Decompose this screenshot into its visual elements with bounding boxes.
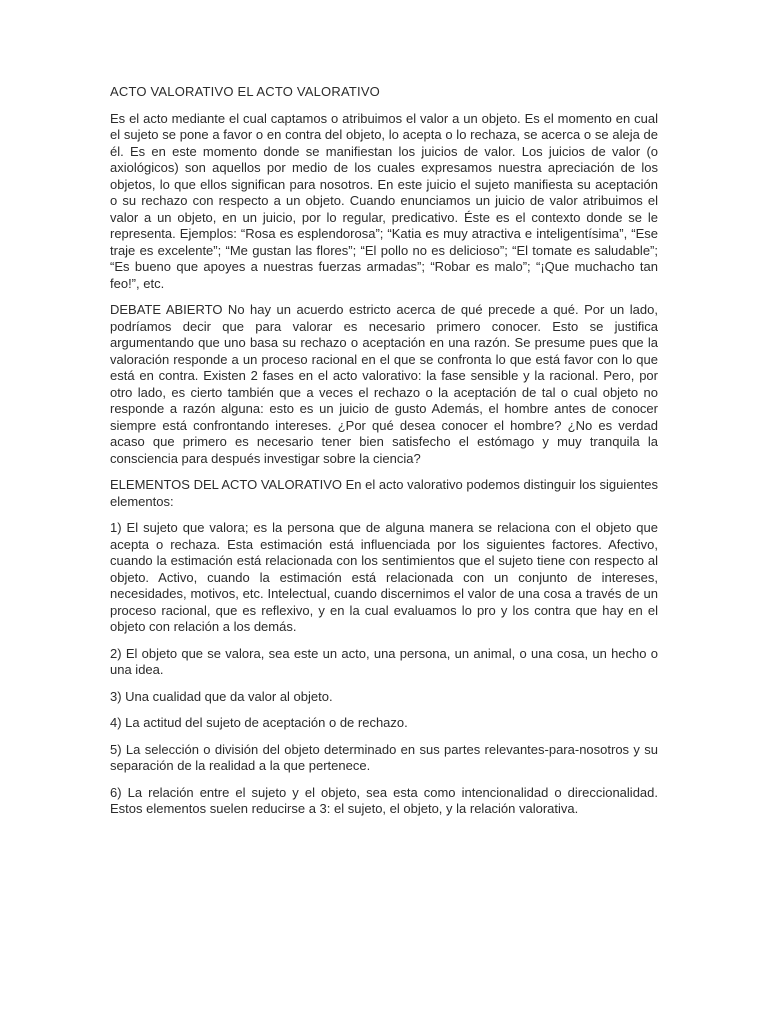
paragraph-elements-intro: ELEMENTOS DEL ACTO VALORATIVO En el acto valorativo podemos distinguir los siguientes elementos: xyxy=(110,477,658,509)
paragraph-element-2: 2) El objeto que se valora, sea este un acto, una persona, un animal, o una cosa, un hecho o una idea. xyxy=(110,645,658,677)
paragraph-element-6: 6) La relación entre el sujeto y el objeto, sea esta como intencionalidad o direccionalidad. Estos elementos suelen reducirse a 3: el sujeto, el objeto, y la relación valorativa. xyxy=(110,784,658,816)
paragraph-debate: DEBATE ABIERTO No hay un acuerdo estricto acerca de qué precede a qué. Por un lado, podríamos decir que para valorar es necesario primero conocer. Esto se justifica argumentando que uno basa su rechazo o aceptación en una razón. Se presume pues que la valoración responde a un proceso racional en el que se confronta lo que está favor con lo que está en contra. Existen 2 fases en el acto valorativo: la fase sensible y la racional. Pero, por otro lado, es cierto también que a veces el rechazo o la aceptación de tal o cual objeto no responde a razón alguna: esto es un juicio de gusto Además, el hombre antes de conocer siempre está confrontando intereses. ¿Por qué desea conocer el hombre? ¿No es verdad acaso que primero es necesario tener bien satisfecho el estómago y muy tranquila la consciencia para después investigar sobre la ciencia? xyxy=(110,302,658,466)
paragraph-element-3: 3) Una cualidad que da valor al objeto. xyxy=(110,688,333,704)
document-page xyxy=(110,84,658,828)
paragraph-element-5: 5) La selección o división del objeto determinado en sus partes relevantes-para-nosotros y su separación de la realidad a la que pertenece. xyxy=(110,741,658,773)
paragraph-element-1: 1) El sujeto que valora; es la persona que de alguna manera se relaciona con el objeto que acepta o rechaza. Esta estimación está influenciada por los siguientes factores. Afectivo, cuando la estimación está relacionada con los sentimientos que el sujeto tiene con respecto al objeto. Activo, cuando la estimación está relacionada con un conjunto de intereses, necesidades, motivos, etc. Intelectual, cuando discernimos el valor de una cosa a través de un proceso racional, que es reflexivo, y en la cual evaluamos lo pro y los contra que hay en el objeto con relación a los demás. xyxy=(110,520,658,634)
document-title: ACTO VALORATIVO EL ACTO VALORATIVO xyxy=(110,84,380,99)
paragraph-definition: Es el acto mediante el cual captamos o atribuimos el valor a un objeto. Es el momento en cual el sujeto se pone a favor o en contra del objeto, lo acepta o lo rechaza, se acerca o se aleja de él. Es en este momento donde se manifiestan los juicios de valor. Los juicios de valor (o axiológicos) son aquellos por medio de los cuales expresamos nuestra apreciación de los objetos, lo que ellos significan para nosotros. En este juicio el sujeto manifiesta su aceptación o su rechazo con respecto a un objeto. Cuando enunciamos un juicio de valor atribuimos el valor a un objeto, en un juicio, por lo regular, predicativo. Éste es el contexto donde se le representa. Ejemplos: “Rosa es esplendorosa”; “Katia es muy atractiva e inteligentísima”, “Ese traje es excelente”; “Me gustan las flores”; “El pollo no es delicioso”; “El tomate es saludable”; “Es bueno que apoyes a nuestras fuerzas armadas”; “Robar es malo”; “¡Que muchacho tan feo!”, etc. xyxy=(110,110,658,291)
paragraph-element-4: 4) La actitud del sujeto de aceptación o de rechazo. xyxy=(110,715,408,730)
